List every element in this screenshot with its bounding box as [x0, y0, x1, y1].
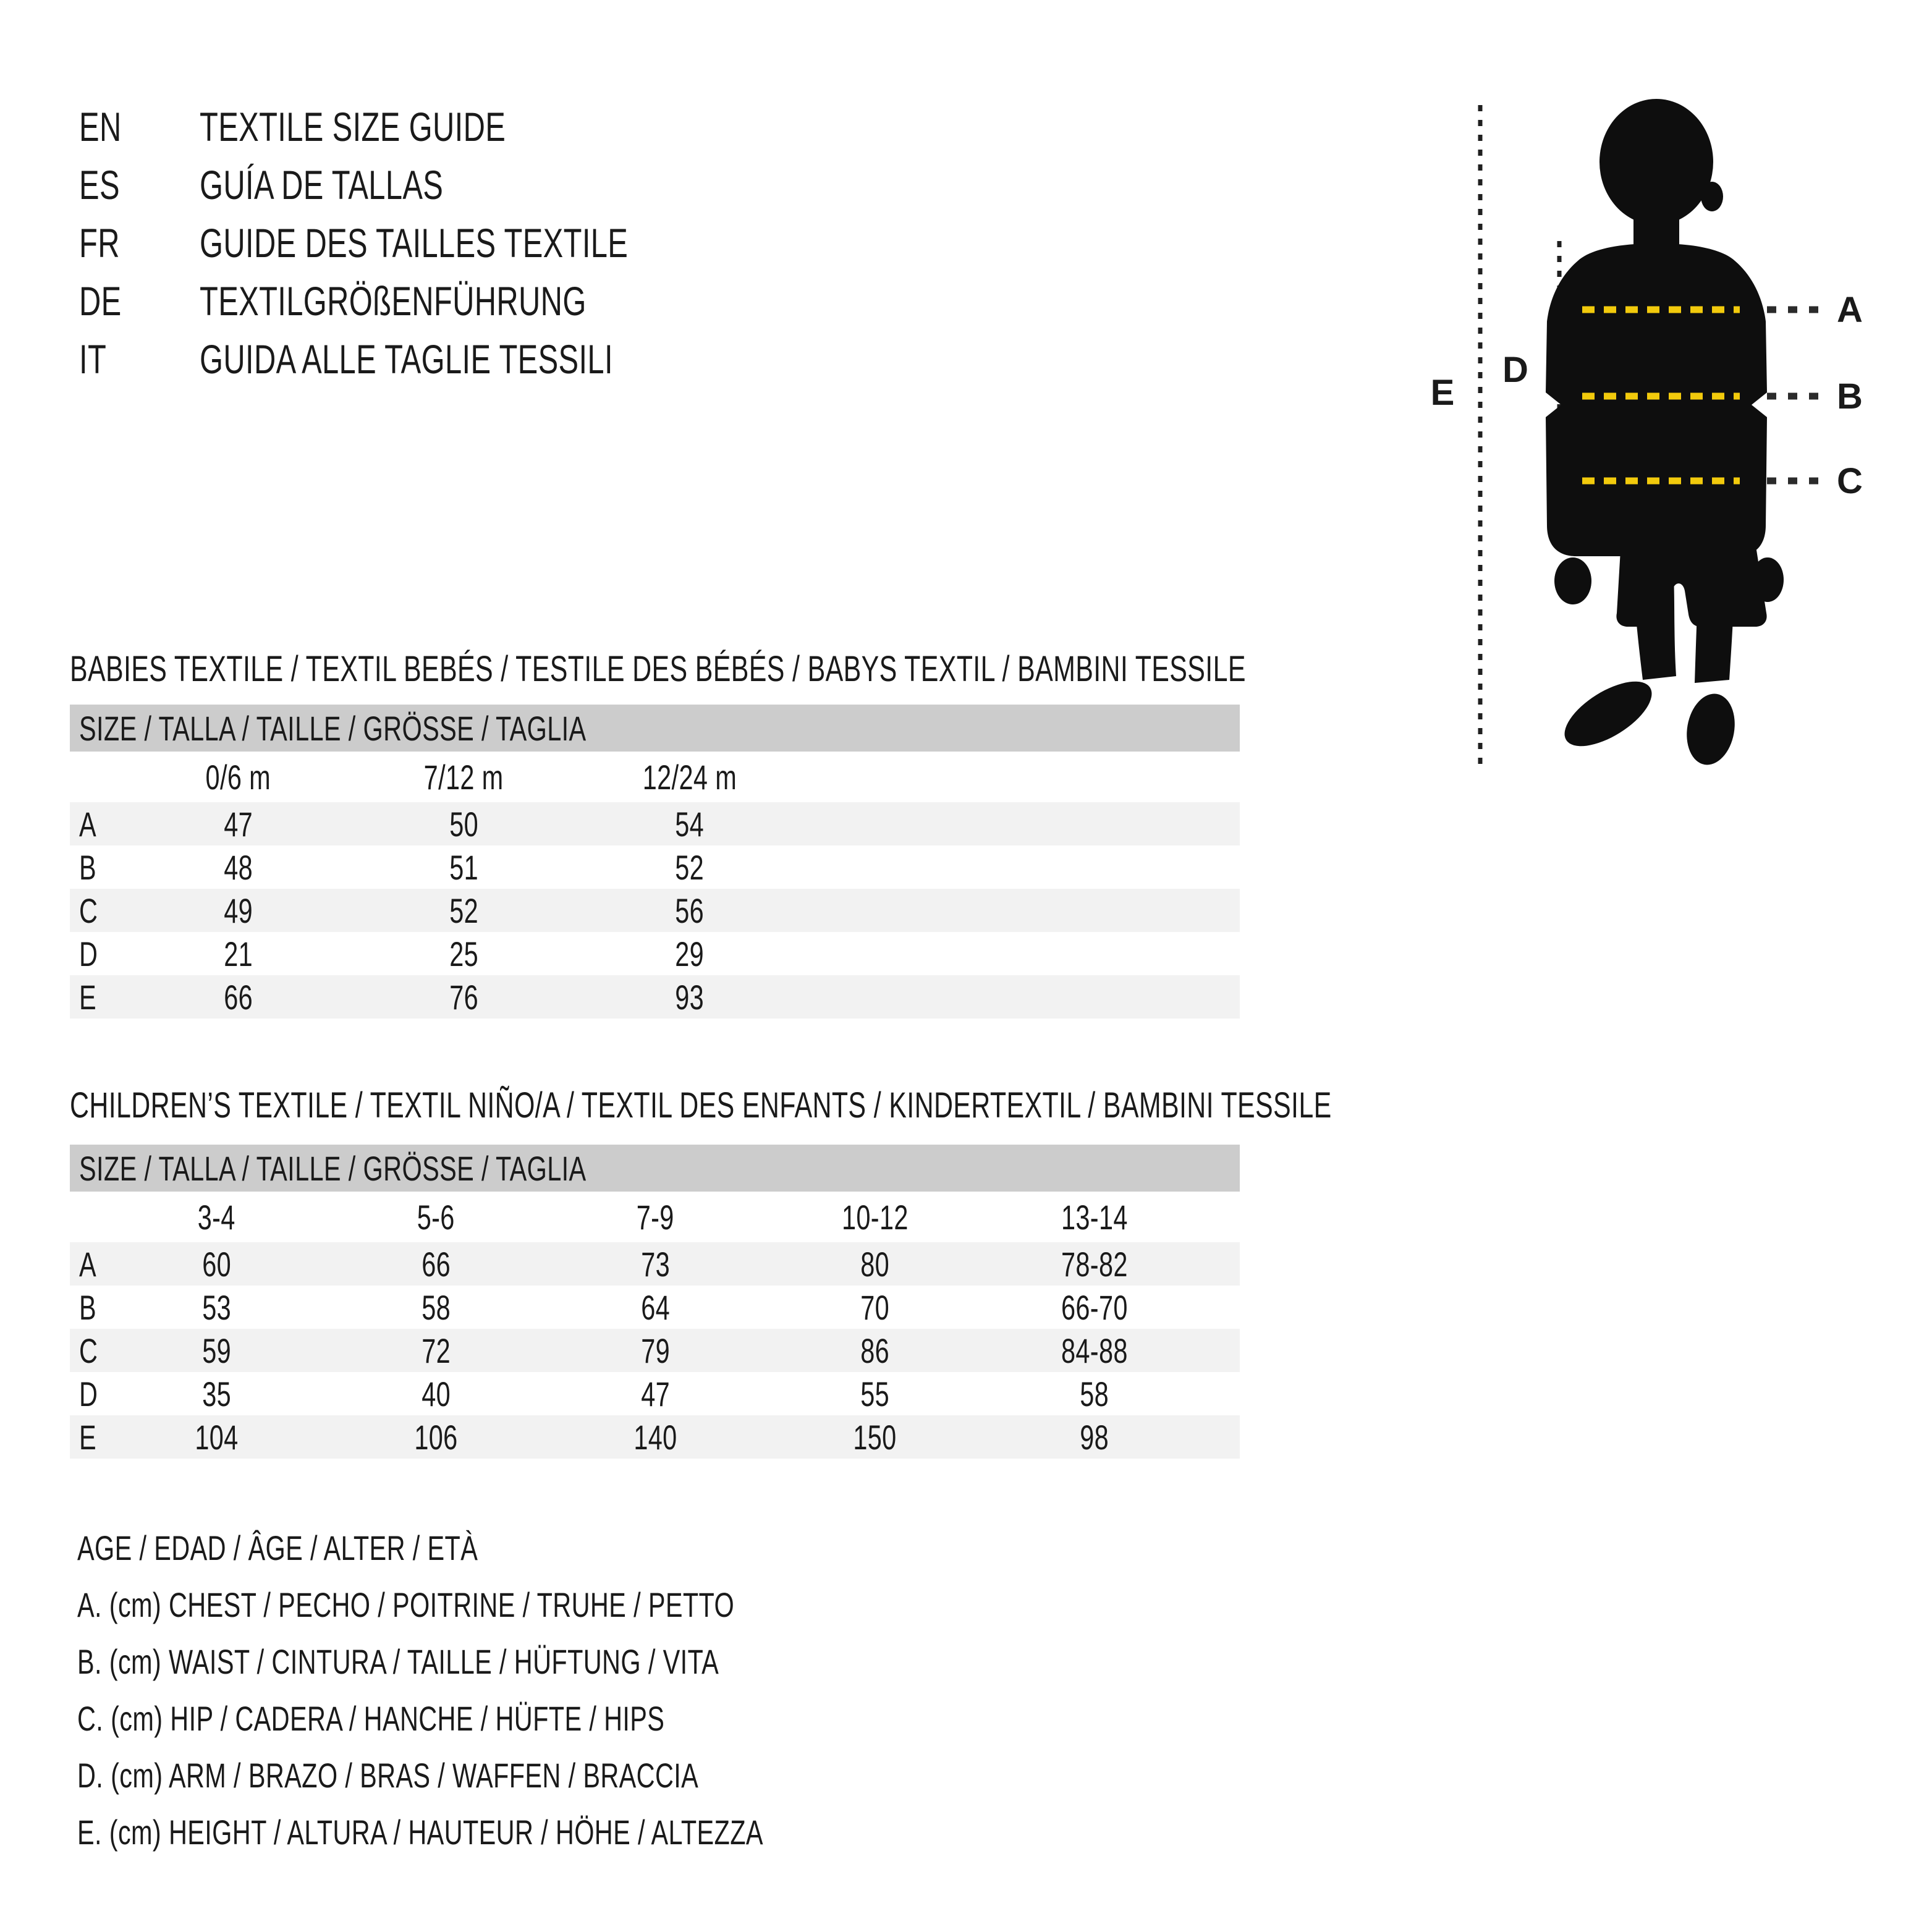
cell-value: 79 [641, 1331, 670, 1370]
row-label: A [79, 1244, 97, 1284]
cell-value: 21 [224, 934, 253, 973]
legend-chest: A. (cm) CHEST / PECHO / POITRINE / TRUHE / PETTO [77, 1585, 735, 1624]
row-label: D [79, 934, 98, 973]
lang-row-fr [79, 214, 779, 272]
guide-title-de: TEXTILGRÖßENFÜHRUNG [200, 278, 587, 324]
babies-col-2: 12/24 m [642, 757, 737, 797]
row-label: E [79, 977, 97, 1017]
cell-value: 53 [202, 1287, 231, 1327]
cell-value: 51 [449, 847, 478, 887]
table-row [70, 1372, 1240, 1415]
cell-value: 78-82 [1061, 1244, 1128, 1284]
lang-code: ES [79, 162, 120, 208]
table-row [70, 802, 1240, 845]
children-col-1: 5-6 [417, 1197, 455, 1237]
cell-value: 150 [853, 1417, 897, 1457]
children-section-title: CHILDREN’S TEXTILE / TEXTIL NIÑO/A / TEXTIL DES ENFANTS / KINDERTEXTIL / BAMBINI TESSILE [70, 1085, 1332, 1125]
row-label: E [79, 1417, 97, 1457]
cell-value: 98 [1080, 1417, 1109, 1457]
children-col-3: 10-12 [841, 1197, 909, 1237]
cell-value: 84-88 [1061, 1331, 1128, 1370]
lang-row-it [79, 330, 779, 388]
cell-value: 140 [633, 1417, 677, 1457]
lang-code: EN [79, 104, 122, 150]
lang-row-de [79, 272, 779, 330]
guide-title-es: GUÍA DE TALLAS [200, 162, 444, 208]
table-row [70, 932, 1240, 975]
cell-value: 29 [675, 934, 704, 973]
lang-row-en [79, 98, 779, 156]
cell-value: 70 [860, 1287, 889, 1327]
children-col-4: 13-14 [1061, 1197, 1128, 1237]
table-row [70, 1286, 1240, 1329]
language-title-list [79, 98, 779, 388]
legend-hip: C. (cm) HIP / CADERA / HANCHE / HÜFTE / HIPS [77, 1698, 665, 1738]
table-row [70, 1242, 1240, 1286]
head [1599, 99, 1713, 225]
cell-value: 50 [449, 804, 478, 844]
cell-value: 106 [414, 1417, 458, 1457]
label-arm-D: D [1502, 350, 1528, 390]
cell-value: 72 [422, 1331, 451, 1370]
children-col-0: 3-4 [197, 1197, 236, 1237]
row-label: A [79, 804, 97, 844]
cell-value: 56 [675, 891, 704, 930]
row-label: D [79, 1374, 98, 1413]
cell-value: 35 [202, 1374, 231, 1413]
children-size-header-bar: SIZE / TALLA / TAILLE / GRÖSSE / TAGLIA [70, 1145, 1240, 1192]
table-row [70, 1329, 1240, 1372]
cell-value: 66 [422, 1244, 451, 1284]
cell-value: 59 [202, 1331, 231, 1370]
cell-value: 76 [449, 977, 478, 1017]
babies-size-table [70, 705, 1240, 1019]
cell-value: 80 [860, 1244, 889, 1284]
right-leg [1695, 575, 1734, 683]
ear [1701, 182, 1723, 211]
babies-section-title: BABIES TEXTILE / TEXTIL BEBÉS / TESTILE DES BÉBÉS / BABYS TEXTIL / BAMBINI TESSILE [70, 648, 1246, 689]
cell-value: 86 [860, 1331, 889, 1370]
cell-value: 47 [224, 804, 253, 844]
babies-col-0: 0/6 m [205, 757, 271, 797]
guide-title-it: GUIDA ALLE TAGLIE TESSILI [200, 336, 613, 382]
children-size-table [70, 1145, 1240, 1459]
legend-height: E. (cm) HEIGHT / ALTURA / HAUTEUR / HÖHE / ALTEZZA [77, 1812, 763, 1852]
cell-value: 58 [422, 1287, 451, 1327]
legend-age: AGE / EDAD / ÂGE / ALTER / ETÀ [77, 1528, 478, 1567]
cell-value: 52 [675, 847, 704, 887]
cell-value: 60 [202, 1244, 231, 1284]
babies-column-header-row [70, 752, 1240, 802]
babies-col-1: 7/12 m [424, 757, 504, 797]
cell-value: 52 [449, 891, 478, 930]
cell-value: 54 [675, 804, 704, 844]
row-label: C [79, 1331, 98, 1370]
label-chest-A: A [1837, 290, 1863, 330]
cell-value: 48 [224, 847, 253, 887]
label-height-E: E [1430, 373, 1455, 413]
label-waist-B: B [1837, 376, 1863, 417]
cell-value: 73 [641, 1244, 670, 1284]
table-row [70, 1415, 1240, 1459]
cell-value: 58 [1080, 1374, 1109, 1413]
cell-value: 66-70 [1061, 1287, 1128, 1327]
legend-waist: B. (cm) WAIST / CINTURA / TAILLE / HÜFTUNG / VITA [77, 1642, 719, 1681]
cell-value: 64 [641, 1287, 670, 1327]
guide-title-en: TEXTILE SIZE GUIDE [200, 104, 506, 150]
cell-value: 66 [224, 977, 253, 1017]
babies-size-header-bar: SIZE / TALLA / TAILLE / GRÖSSE / TAGLIA [70, 705, 1240, 752]
children-column-header-row [70, 1192, 1240, 1242]
table-row [70, 845, 1240, 889]
cell-value: 40 [422, 1374, 451, 1413]
measurement-legend [77, 1519, 1004, 1860]
shirt [1546, 244, 1767, 556]
row-label: C [79, 891, 98, 930]
cell-value: 47 [641, 1374, 670, 1413]
legend-arm: D. (cm) ARM / BRAZO / BRAS / WAFFEN / BRACCIA [77, 1755, 699, 1795]
row-label: B [79, 1287, 97, 1327]
cell-value: 25 [449, 934, 478, 973]
lang-code: FR [79, 220, 120, 266]
left-hand [1554, 557, 1591, 604]
cell-value: 55 [860, 1374, 889, 1413]
row-label: B [79, 847, 97, 887]
right-shoe [1682, 690, 1740, 768]
children-col-2: 7-9 [636, 1197, 675, 1237]
lang-code: IT [79, 336, 107, 382]
lang-row-es [79, 156, 779, 214]
guide-title-fr: GUIDE DES TAILLES TEXTILE [200, 220, 629, 266]
lang-code: DE [79, 278, 122, 324]
label-hip-C: C [1837, 461, 1863, 501]
table-row [70, 889, 1240, 932]
cell-value: 93 [675, 977, 704, 1017]
table-row [70, 975, 1240, 1019]
cell-value: 49 [224, 891, 253, 930]
cell-value: 104 [195, 1417, 239, 1457]
